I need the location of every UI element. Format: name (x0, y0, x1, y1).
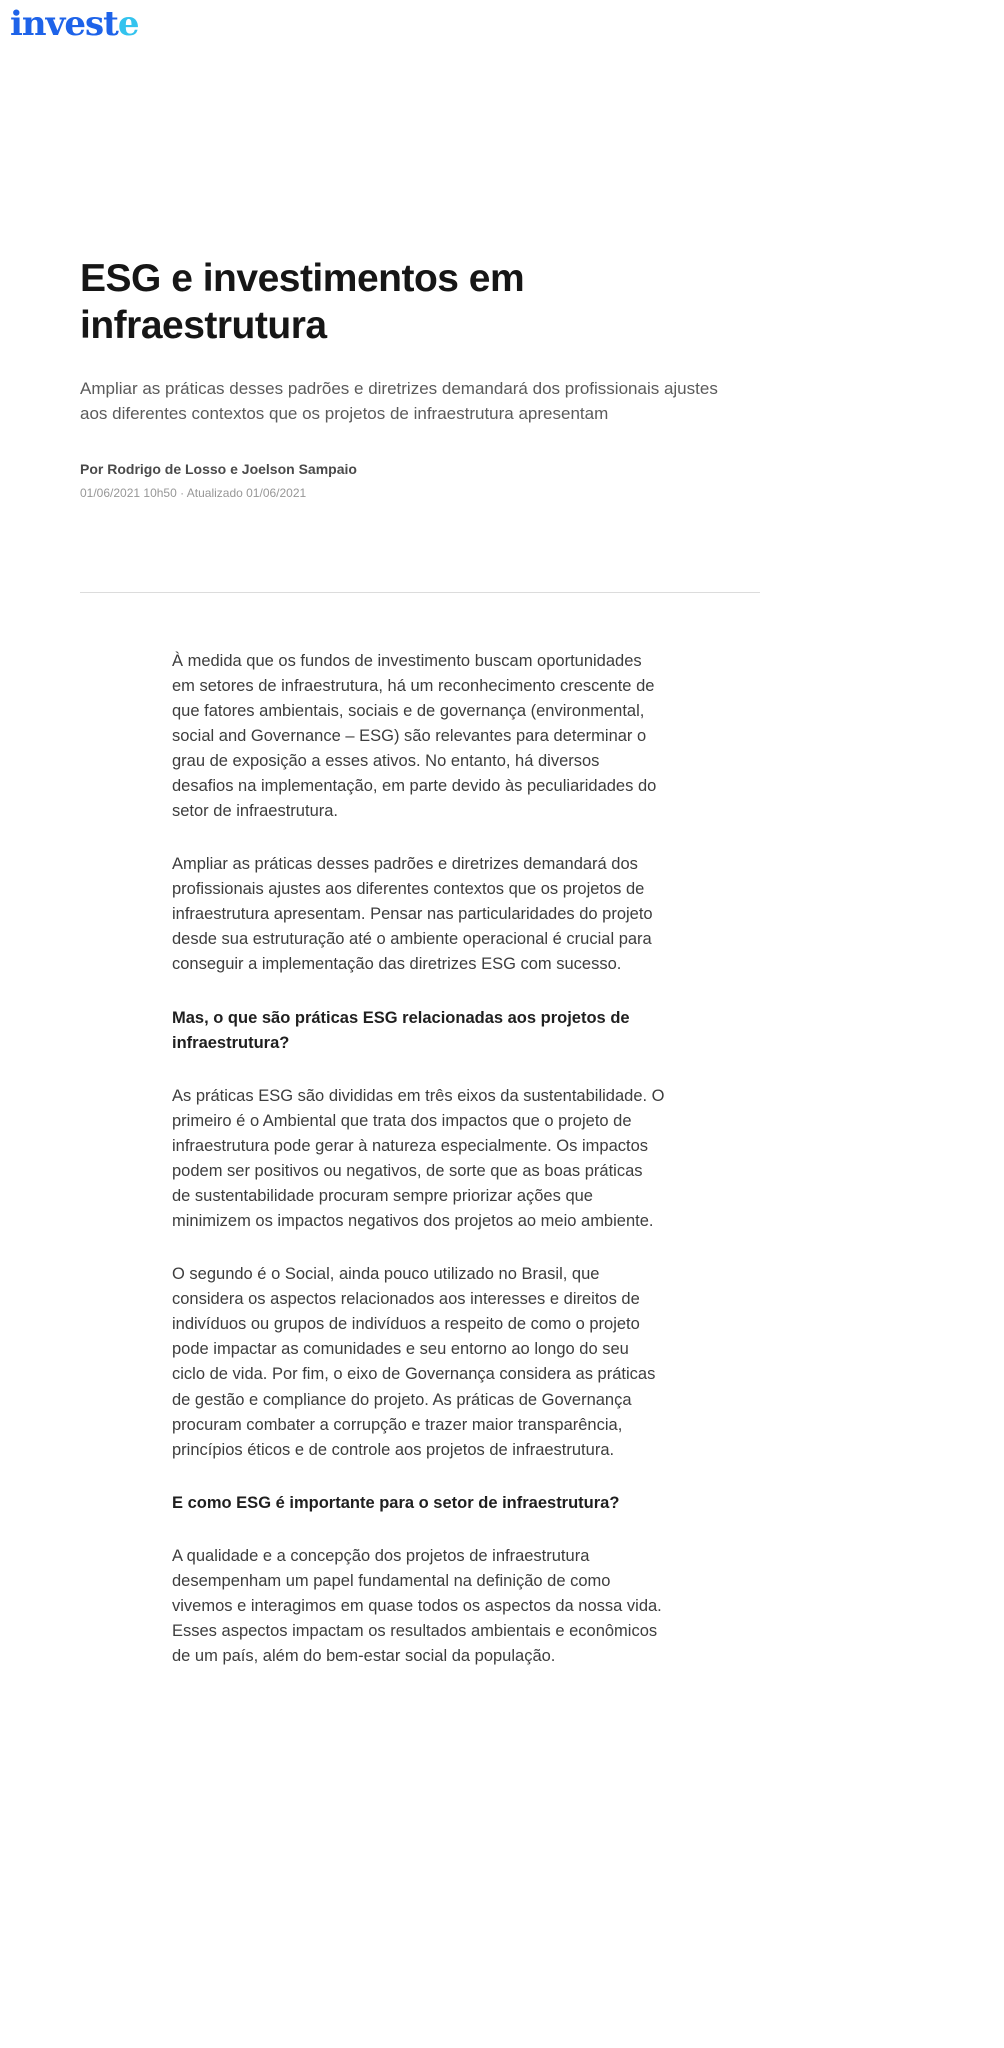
main-content (0, 256, 1004, 1669)
article (80, 256, 760, 1669)
article-subheading: Mas, o que são práticas ESG relacionadas aos projetos de infraestrutura? (172, 1008, 630, 1052)
article-subheading: E como ESG é importante para o setor de infraestrutura? (172, 1493, 620, 1512)
article-byline: Por Rodrigo de Losso e Joelson Sampaio (80, 460, 357, 477)
article-paragraph: As práticas ESG são divididas em três eixos da sustentabilidade. O primeiro é o Ambiental que trata dos impactos que o projeto de infraestrutura pode gerar à natureza especialmente. Os impactos podem ser positivos ou negativos, de sorte que as boas práticas de sustentabilidade procuram sempre priorizar ações que minimizem os impactos negativos dos projetos ao meio ambiente. (172, 1086, 665, 1231)
article-paragraph: O segundo é o Social, ainda pouco utilizado no Brasil, que considera os aspectos relacionados aos interesses e direitos de indivíduos ou grupos de indivíduos a respeito de como o projeto pode impactar as comunidades e seu entorno ao longo do seu ciclo de vida. Por fim, o eixo de Governança considera as práticas de gestão e compliance do projeto. As práticas de Governança procuram combater a corrupção e trazer maior transparência, princípios éticos e de controle aos projetos de infraestrutura. (172, 1265, 656, 1459)
article-title: ESG e investimentos em infraestrutura (80, 257, 525, 347)
article-paragraph: A qualidade e a concepção dos projetos de infraestrutura desempenham um papel fundamental na definição de como vivemos e interagimos em quase todos os aspectos da nossa vida. Esses aspectos impactam os resultados ambientais e econômicos de um país, além do bem-estar social da população. (172, 1546, 662, 1666)
article-paragraph: À medida que os fundos de investimento buscam oportunidades em setores de infraestrutura, há um reconhecimento crescente de que fatores ambientais, sociais e de governança (environmental, social and Governance – ESG) são relevantes para determinar o grau de exposição a esses ativos. No entanto, há diversos desafios na implementação, em parte devido às peculiaridades do setor de infraestrutura. (172, 651, 657, 821)
logo-text-accent: e (117, 4, 139, 44)
article-paragraph: Ampliar as práticas desses padrões e diretrizes demandará dos profissionais ajustes aos diferentes contextos que os projetos de infraestrutura apresentam. Pensar nas particularidades do projeto desde sua estruturação até o ambiente operacional é crucial para conseguir a implementação das diretrizes ESG com sucesso. (172, 855, 653, 974)
logo-text-main: invest (10, 4, 118, 44)
site-header (0, 0, 1004, 44)
article-body (172, 649, 665, 1670)
article-dateline: 01/06/2021 10h50 · Atualizado 01/06/2021 (80, 485, 307, 500)
article-deck: Ampliar as práticas desses padrões e diretrizes demandará dos profissionais ajustes aos diferentes contextos que os projetos de infraestrutura apresentam (80, 378, 718, 424)
divider (80, 592, 760, 593)
site-logo[interactable] (10, 6, 139, 42)
